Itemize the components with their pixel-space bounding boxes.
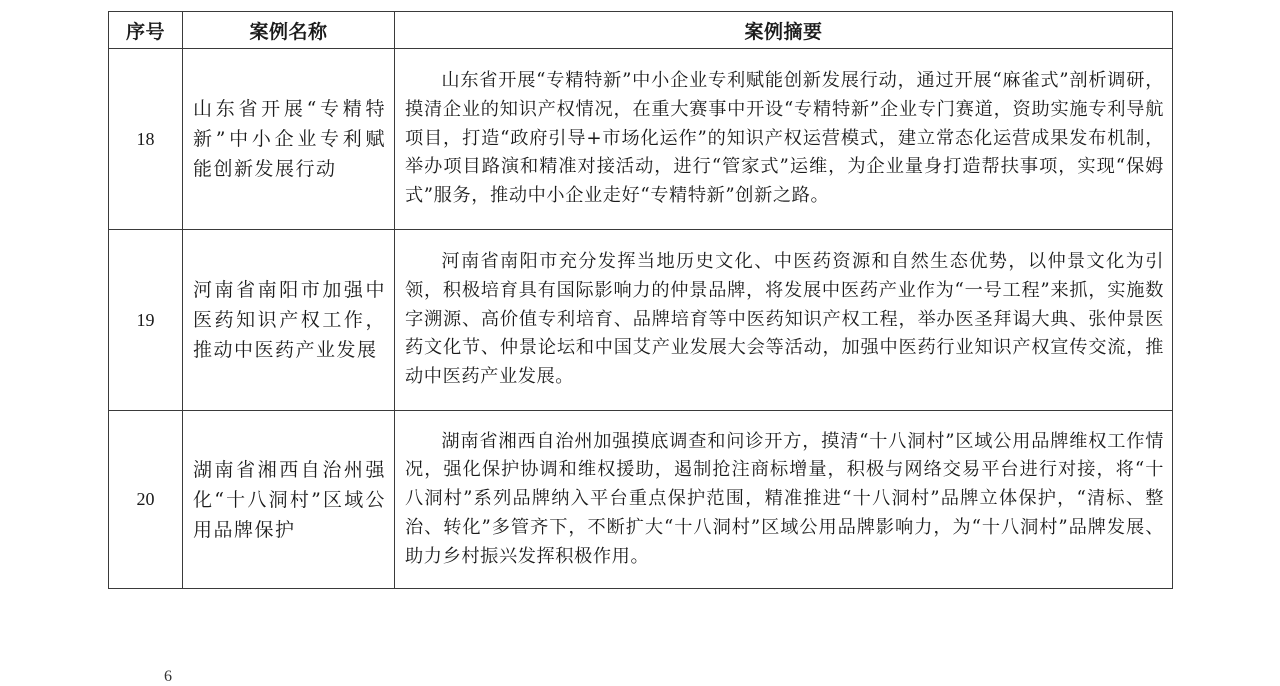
case-name: 山东省开展“专精特新”中小企业专利赋能创新发展行动	[183, 49, 395, 230]
header-no: 序号	[109, 12, 183, 49]
case-name: 湖南省湘西自治州强化“十八洞村”区域公用品牌保护	[183, 411, 395, 589]
table-header-row	[109, 12, 1173, 49]
row-number: 18	[109, 49, 183, 230]
row-number: 20	[109, 411, 183, 589]
page-number: 6	[164, 668, 172, 685]
row-number: 19	[109, 230, 183, 411]
case-summary: 湖南省湘西自治州加强摸底调查和问诊开方，摸清“十八洞村”区域公用品牌维权工作情况，强化保护协调和维权援助，遏制抢注商标增量，积极与网络交易平台进行对接，将“十八洞村”系列品牌纳入平台重点保护范围，精准推进“十八洞村”品牌立体保护，“清标、整治、转化”多管齐下，不断扩大“十八洞村”区域公用品牌影响力，为“十八洞村”品牌发展、助力乡村振兴发挥积极作用。	[395, 411, 1173, 589]
table-row	[109, 230, 1173, 411]
case-table	[108, 11, 1173, 589]
header-case-name: 案例名称	[183, 12, 395, 49]
table-row	[109, 49, 1173, 230]
table-row	[109, 411, 1173, 589]
case-name: 河南省南阳市加强中医药知识产权工作，推动中医药产业发展	[183, 230, 395, 411]
header-case-summary: 案例摘要	[395, 12, 1173, 49]
case-summary: 山东省开展“专精特新”中小企业专利赋能创新发展行动，通过开展“麻雀式”剖析调研，摸清企业的知识产权情况，在重大赛事中开设“专精特新”企业专门赛道，资助实施专利导航项目，打造“政府引导+市场化运作”的知识产权运营模式，建立常态化运营成果发布机制，举办项目路演和精准对接活动，进行“管家式”运维，为企业量身打造帮扶事项，实现“保姆式”服务，推动中小企业走好“专精特新”创新之路。	[395, 49, 1173, 230]
case-summary: 河南省南阳市充分发挥当地历史文化、中医药资源和自然生态优势，以仲景文化为引领，积极培育具有国际影响力的仲景品牌，将发展中医药产业作为“一号工程”来抓，实施数字溯源、高价值专利培育、品牌培育等中医药知识产权工程，举办医圣拜谒大典、张仲景医药文化节、仲景论坛和中国艾产业发展大会等活动，加强中医药行业知识产权宣传交流，推动中医药产业发展。	[395, 230, 1173, 411]
